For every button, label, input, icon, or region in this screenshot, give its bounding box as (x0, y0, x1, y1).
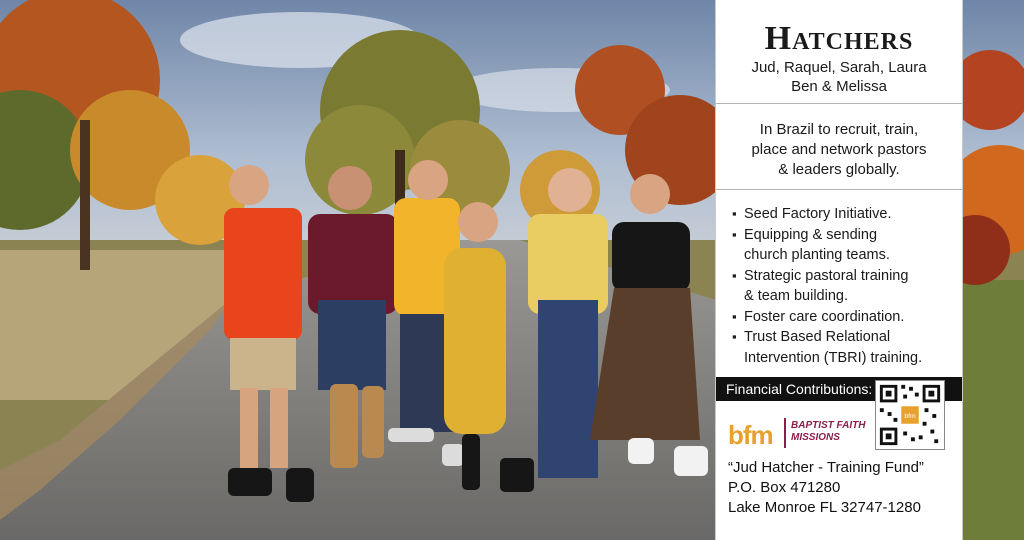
mission-line2: place and network pastors (751, 141, 927, 158)
family-header (716, 0, 962, 104)
mailing-address (728, 458, 924, 518)
bfm-logo-text: BAPTIST FAITH MISSIONS (791, 420, 866, 443)
fund-name: “Jud Hatcher - Training Fund” (728, 459, 924, 476)
ministry-list (716, 190, 962, 376)
grass-right (960, 280, 1024, 540)
po-box: P.O. Box 471280 (728, 479, 841, 496)
family-names-line1: Jud, Raquel, Sarah, Laura (751, 59, 927, 76)
mission-line3: & leaders globally. (778, 161, 900, 178)
bfm-logo-mark: bfm (728, 420, 773, 450)
mission-statement (716, 104, 962, 190)
ministry-item: ▪ Seed Factory Initiative. (732, 204, 962, 225)
logo-divider (784, 418, 786, 448)
ministry-item: ▪ Trust Based Relational Intervention (TBRI) training. (732, 327, 962, 368)
ministry-item: ▪ Foster care coordination. (732, 307, 962, 328)
family-title: Hatchers (764, 20, 914, 57)
bfm-logo (728, 416, 868, 452)
ministry-item: ▪ Equipping & sending church planting teams. (732, 225, 962, 266)
qr-center-label: bfm (904, 412, 916, 420)
family-names-line2: Ben & Melissa (791, 78, 887, 95)
qr-code[interactable] (875, 380, 945, 450)
city-state-zip: Lake Monroe FL 32747-1280 (728, 499, 921, 516)
mission-line1: In Brazil to recruit, train, (759, 121, 919, 138)
financial-contributions-label: Financial Contributions: (716, 377, 962, 401)
ministry-item: ▪ Strategic pastoral training & team building. (732, 266, 962, 307)
